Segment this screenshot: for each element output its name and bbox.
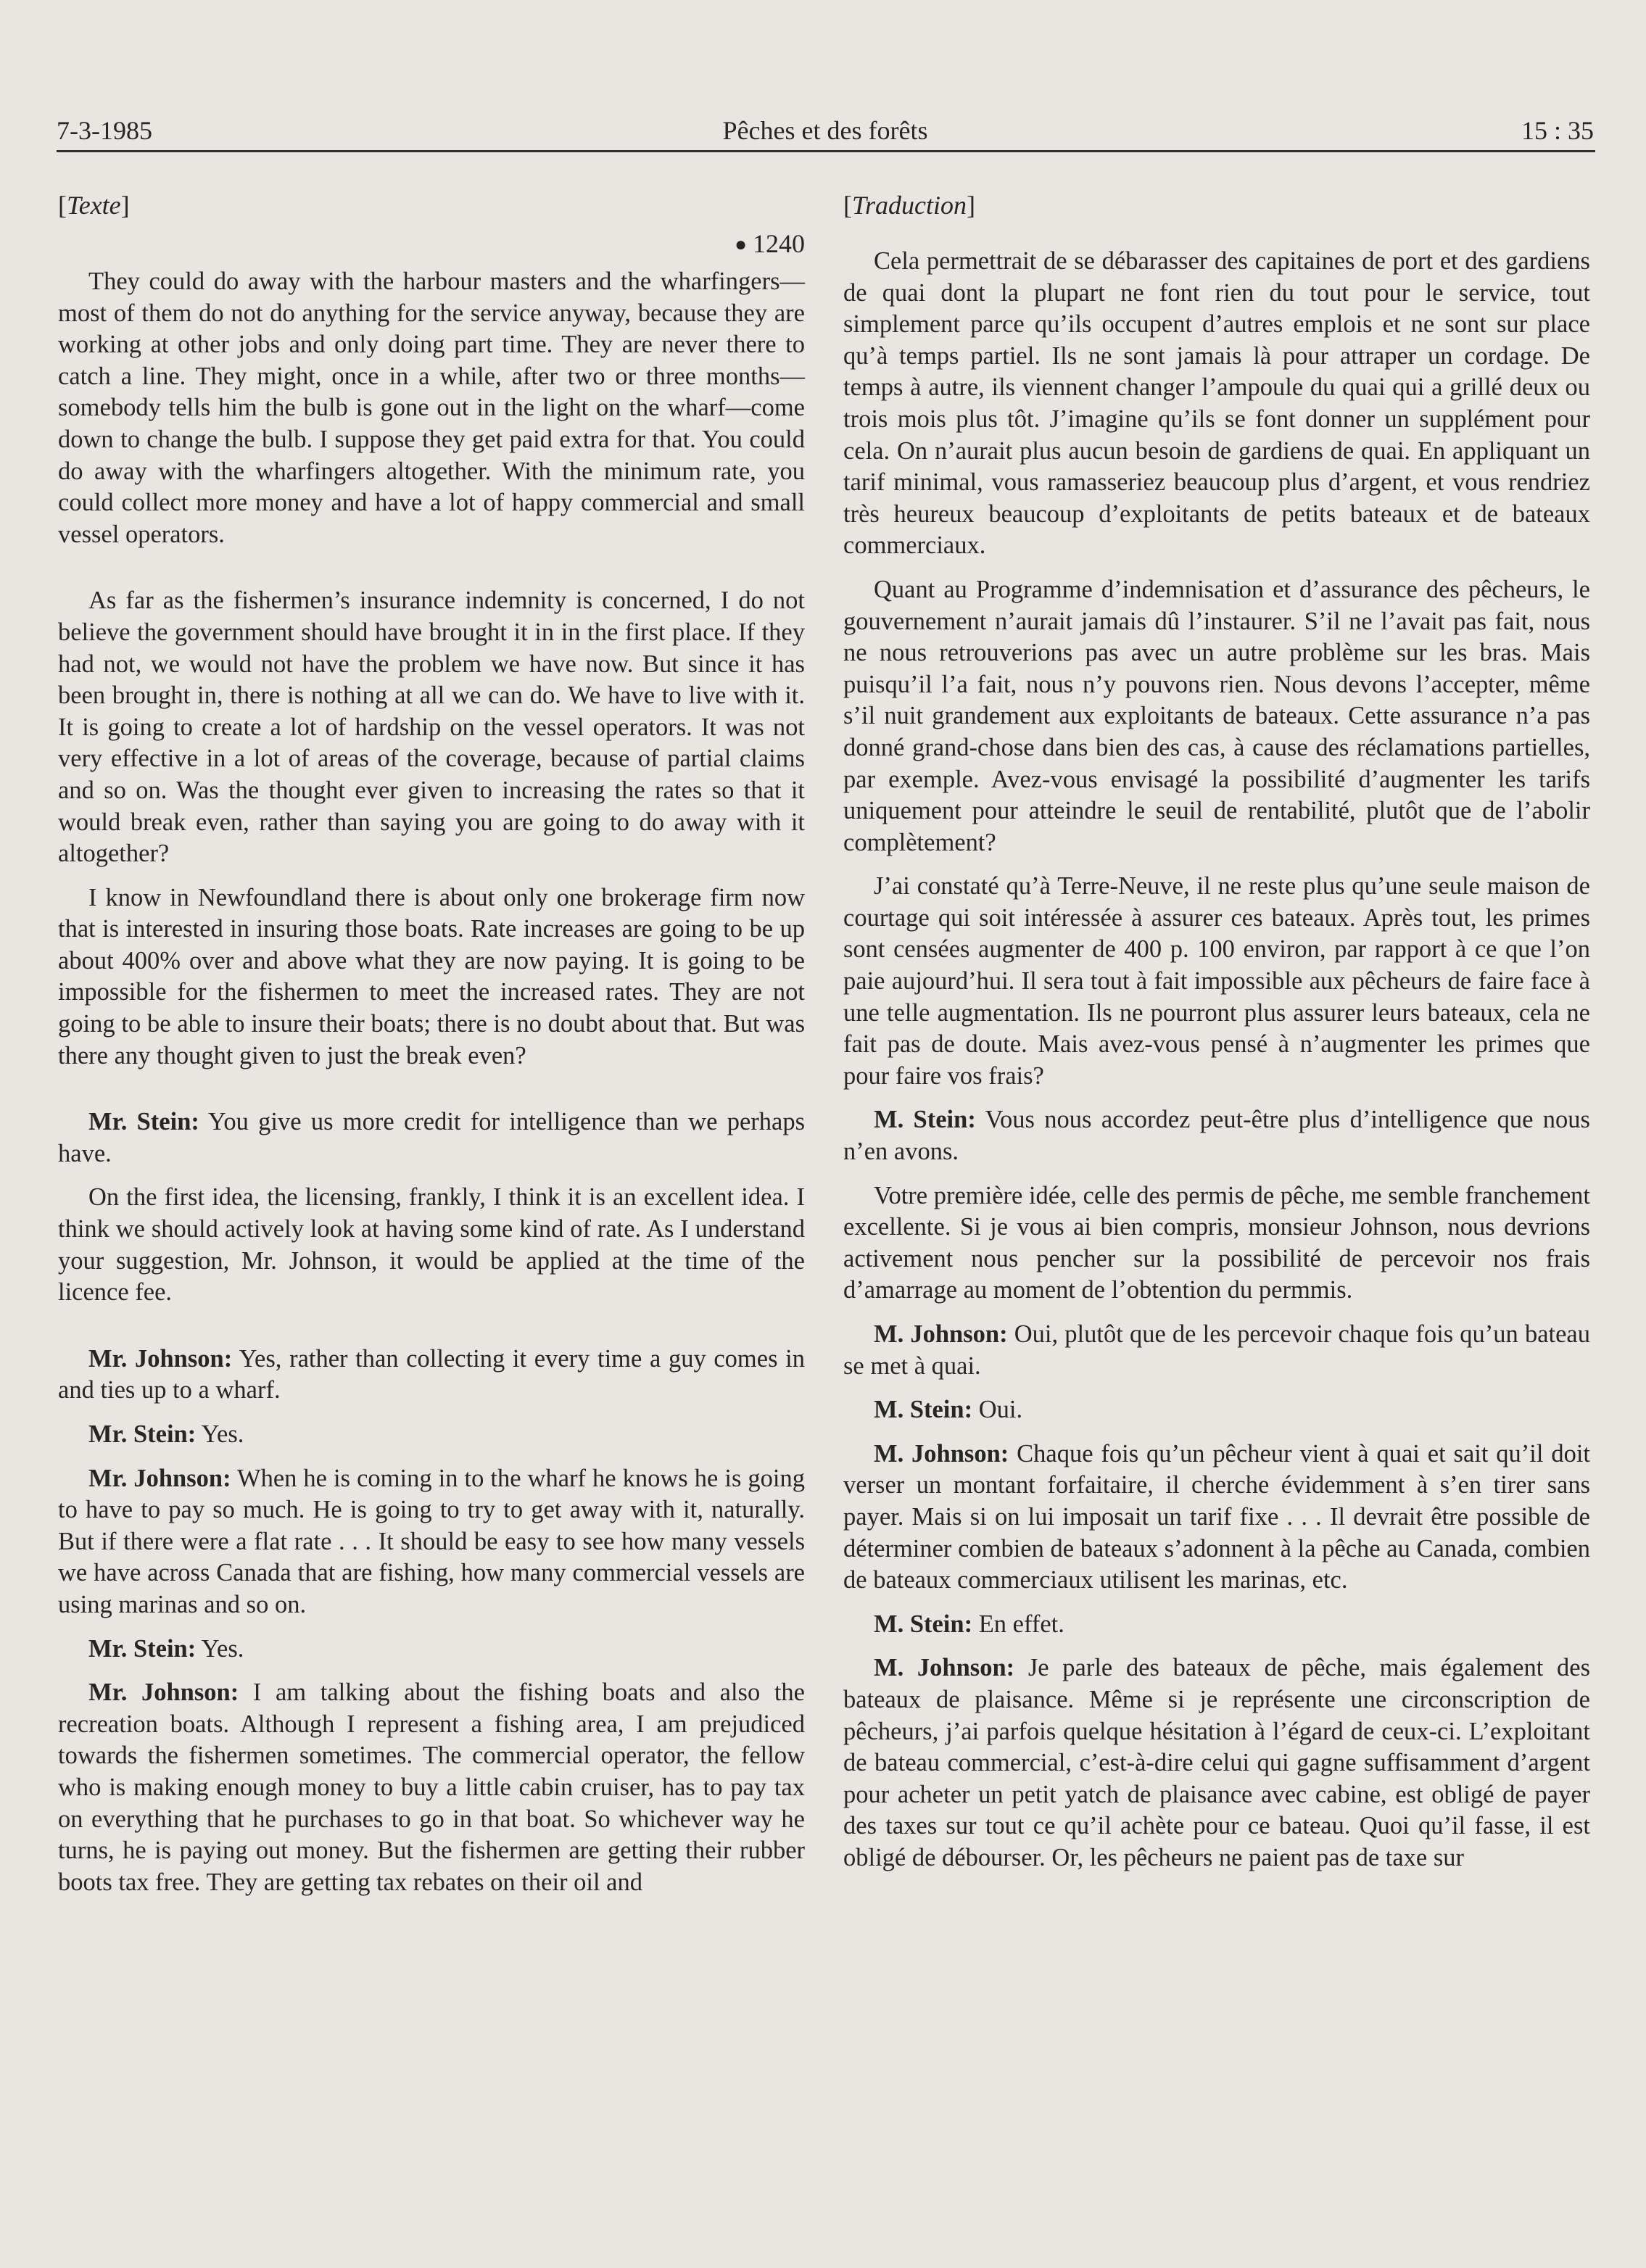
header-page-number: 15 : 35	[1521, 116, 1594, 145]
speaker-name: Mr. Stein:	[88, 1634, 197, 1663]
section-tag-traduction: [Traduction]	[843, 191, 976, 220]
speaker-name: Mr. Stein:	[88, 1108, 199, 1136]
time-marker-value: 1240	[753, 229, 805, 258]
speaker-name: M. Stein:	[874, 1396, 973, 1424]
speaker-paragraph: M. Johnson: Chaque fois qu’un pêcheur vient à quai et sait qu’il doit verser un montant forfaitaire, il cherche évidemment à s’en tirer sans payer. Mais si on lui imposait un tarif fixe . . . Il devrait être possible de déterminer combien de bateaux s’adonnent à la pêche au Canada, combien de bateaux commerciaux utilisent les marinas, etc.	[843, 1439, 1590, 1594]
speaker-paragraph: M. Stein: Vous nous accordez peut-être plus d’intelligence que nous n’en avons.	[843, 1106, 1590, 1166]
paragraph: Votre première idée, celle des permis de pêche, me semble franchement excellente. Si je vous ai bien compris, monsieur Johnson, nous devrions activement nous pencher sur la possibilité de percevoir nos frais d’amarrage au moment de l’obtention du permmis.	[843, 1181, 1590, 1304]
speaker-paragraph: M. Stein: En effet.	[874, 1610, 1064, 1638]
speaker-name: M. Johnson:	[874, 1439, 1009, 1468]
paragraph: J’ai constaté qu’à Terre-Neuve, il ne reste plus qu’une seule maison de courtage qui soit intéressée à assurer ces bateaux. Après tout, les primes sont censées augmenter de 400 p. 100 environ, par rapport à ce que l’on paie aujourd’hui. Il sera tout à fait impossible aux pêcheurs de faire face à une telle augmentation. Ils ne pourront plus assurer leurs bateaux, cela ne fait pas de doute. Mais avez-vous pensé à n’augmenter les primes que pour faire vos frais?	[843, 872, 1590, 1090]
speaker-paragraph: Mr. Stein: Yes.	[88, 1420, 244, 1448]
speaker-name: Mr. Johnson:	[88, 1464, 231, 1492]
speaker-name: M. Stein:	[874, 1106, 976, 1134]
speaker-name: M. Johnson:	[874, 1320, 1008, 1348]
paragraph: They could do away with the harbour masters and the wharfingers—most of them do not do anything for the service anyway, because they are working at other jobs and only doing part time. They are never there to catch a line. They might, once in a while, after two or three months—somebody tells him the bulb is gone out in the light on the wharf—come down to change the bulb. I suppose they get paid extra for that. You could do away with the wharfingers altogether. With the minimum rate, you could collect more money and have a lot of happy commercial and small vessel operators.	[58, 268, 805, 548]
speaker-name: M. Stein:	[874, 1610, 973, 1638]
header-journal-title: Pêches et des forêts	[722, 116, 928, 145]
speaker-name: Mr. Stein:	[88, 1420, 197, 1448]
english-column	[58, 185, 805, 1911]
speaker-paragraph: M. Johnson: Je parle des bateaux de pêche, mais également des bateaux de plaisance. Même si je représente une circonscription de pêcheurs, j’ai parfois quelque hésitation à l’égard de ceux-ci. L’exploitant de bateau commercial, c’est-à-dire celui qui gagne suffisamment d’argent pour acheter un petit yatch de plaisance avec cabine, est obligé de payer des taxes sur tout ce qu’il achète pour ce bateau. Quoi qu’il fasse, il est obligé de débourser. Or, les pêcheurs ne paient pas de taxe sur	[843, 1654, 1590, 1871]
speaker-paragraph: Mr. Stein: Yes.	[88, 1634, 244, 1663]
paragraph: Quant au Programme d’indemnisation et d’assurance des pêcheurs, le gouvernement n’aurait jamais dû l’instaurer. S’il ne l’avait pas fait, nous ne nous retrouverions pas avec un autre problème sur les bras. Mais puisqu’il l’a fait, nous n’y pouvons rien. Nous devons l’accepter, même s’il nuit grandement aux exploitants de bateaux. Cette assurance n’a pas donné grand-chose dans bien des cas, à cause des réclamations partielles, par exemple. Avez-vous envisagé la possibilité d’augmenter les tarifs uniquement pour atteindre le seuil de rentabilité, plutôt que de l’abolir complètement?	[843, 575, 1590, 856]
speaker-name: M. Johnson:	[874, 1654, 1015, 1682]
french-column	[843, 185, 1590, 1887]
speaker-paragraph: Mr. Johnson: Yes, rather than collecting it every time a guy comes in and ties up to a wharf.	[58, 1344, 805, 1404]
running-header	[57, 109, 1594, 152]
speaker-paragraph: Mr. Stein: You give us more credit for intelligence than we perhaps have.	[58, 1108, 805, 1167]
paragraph: On the first idea, the licensing, frankly, I think it is an excellent idea. I think we should actively look at having some kind of rate. As I understand your suggestion, Mr. Johnson, it would be applied at the time of the licence fee.	[58, 1183, 805, 1307]
header-date: 7-3-1985	[57, 116, 152, 145]
paragraph: As far as the fishermen’s insurance indemnity is concerned, I do not believe the government should have brought it in in the first place. If they had not, we would not have the problem we have now. But since it has been brought in, there is nothing at all we can do. We have to live with it. It is going to create a lot of hardship on the vessel operators. It was not very effective in a lot of areas of the coverage, because of partial claims and so on. Was the thought ever given to increasing the rates so that it would break even, rather than saying you are going to do away with it altogether?	[58, 587, 805, 868]
speaker-paragraph: Mr. Johnson: When he is coming in to the wharf he knows he is going to have to pay so much. He is going to try to get away with it, naturally. But if there were a flat rate . . . It should be easy to see how many vessels we have across Canada that are fishing, how many commercial vessels are using marinas and so on.	[58, 1464, 805, 1618]
speaker-paragraph: M. Stein: Oui.	[874, 1396, 1023, 1424]
section-label: Traduction	[852, 191, 967, 220]
time-marker	[58, 227, 805, 260]
speaker-name: Mr. Johnson:	[88, 1344, 233, 1373]
bullet-icon: ●	[735, 233, 747, 256]
column-spacer	[843, 227, 1590, 246]
speaker-name: Mr. Johnson:	[88, 1679, 239, 1707]
section-tag-texte: [Texte]	[58, 191, 130, 220]
paragraph: I know in Newfoundland there is about only one brokerage firm now that is interested in insuring those boats. Rate increases are going to be up about 400% over and above what they are now paying. It is going to be impossible for the fishermen to meet the increased rates. They are not going to be able to insure their boats; there is no doubt about that. But was there any thought given to just the break even?	[58, 883, 805, 1069]
speaker-paragraph: Mr. Johnson: I am talking about the fishing boats and also the recreation boats. Although I represent a fishing area, I am prejudiced towards the fishermen sometimes. The commercial operator, the fellow who is making enough money to buy a little cabin cruiser, has to pay tax on everything that he purchases to go in that boat. So whichever way he turns, he is paying out money. But the fishermen are getting their rubber boots tax free. They are getting tax rebates on their oil and	[58, 1679, 805, 1896]
section-label: Texte	[67, 191, 121, 220]
speaker-paragraph: M. Johnson: Oui, plutôt que de les percevoir chaque fois qu’un bateau se met à quai.	[843, 1320, 1590, 1380]
header-rule	[57, 150, 1595, 152]
paragraph: Cela permettrait de se débarasser des capitaines de port et des gardiens de quai dont la plupart ne font rien du tout pour le service, tout simplement parce qu’ils occupent d’autres emplois et ne sont sur place qu’à temps partiel. Ils ne sont jamais là pour attraper un cordage. De temps à autre, ils viennent changer l’ampoule du quai qui a grillé deux ou trois mois plus tôt. J’imagine qu’ils se font donner un supplément pour cela. On n’aurait plus aucun besoin de gardiens de quai. En appliquant un tarif minimal, vous ramasseriez beaucoup plus d’argent, et vous rendriez très heureux beaucoup d’exploitants de petits bateaux et de bateaux commerciaux.	[843, 247, 1590, 560]
